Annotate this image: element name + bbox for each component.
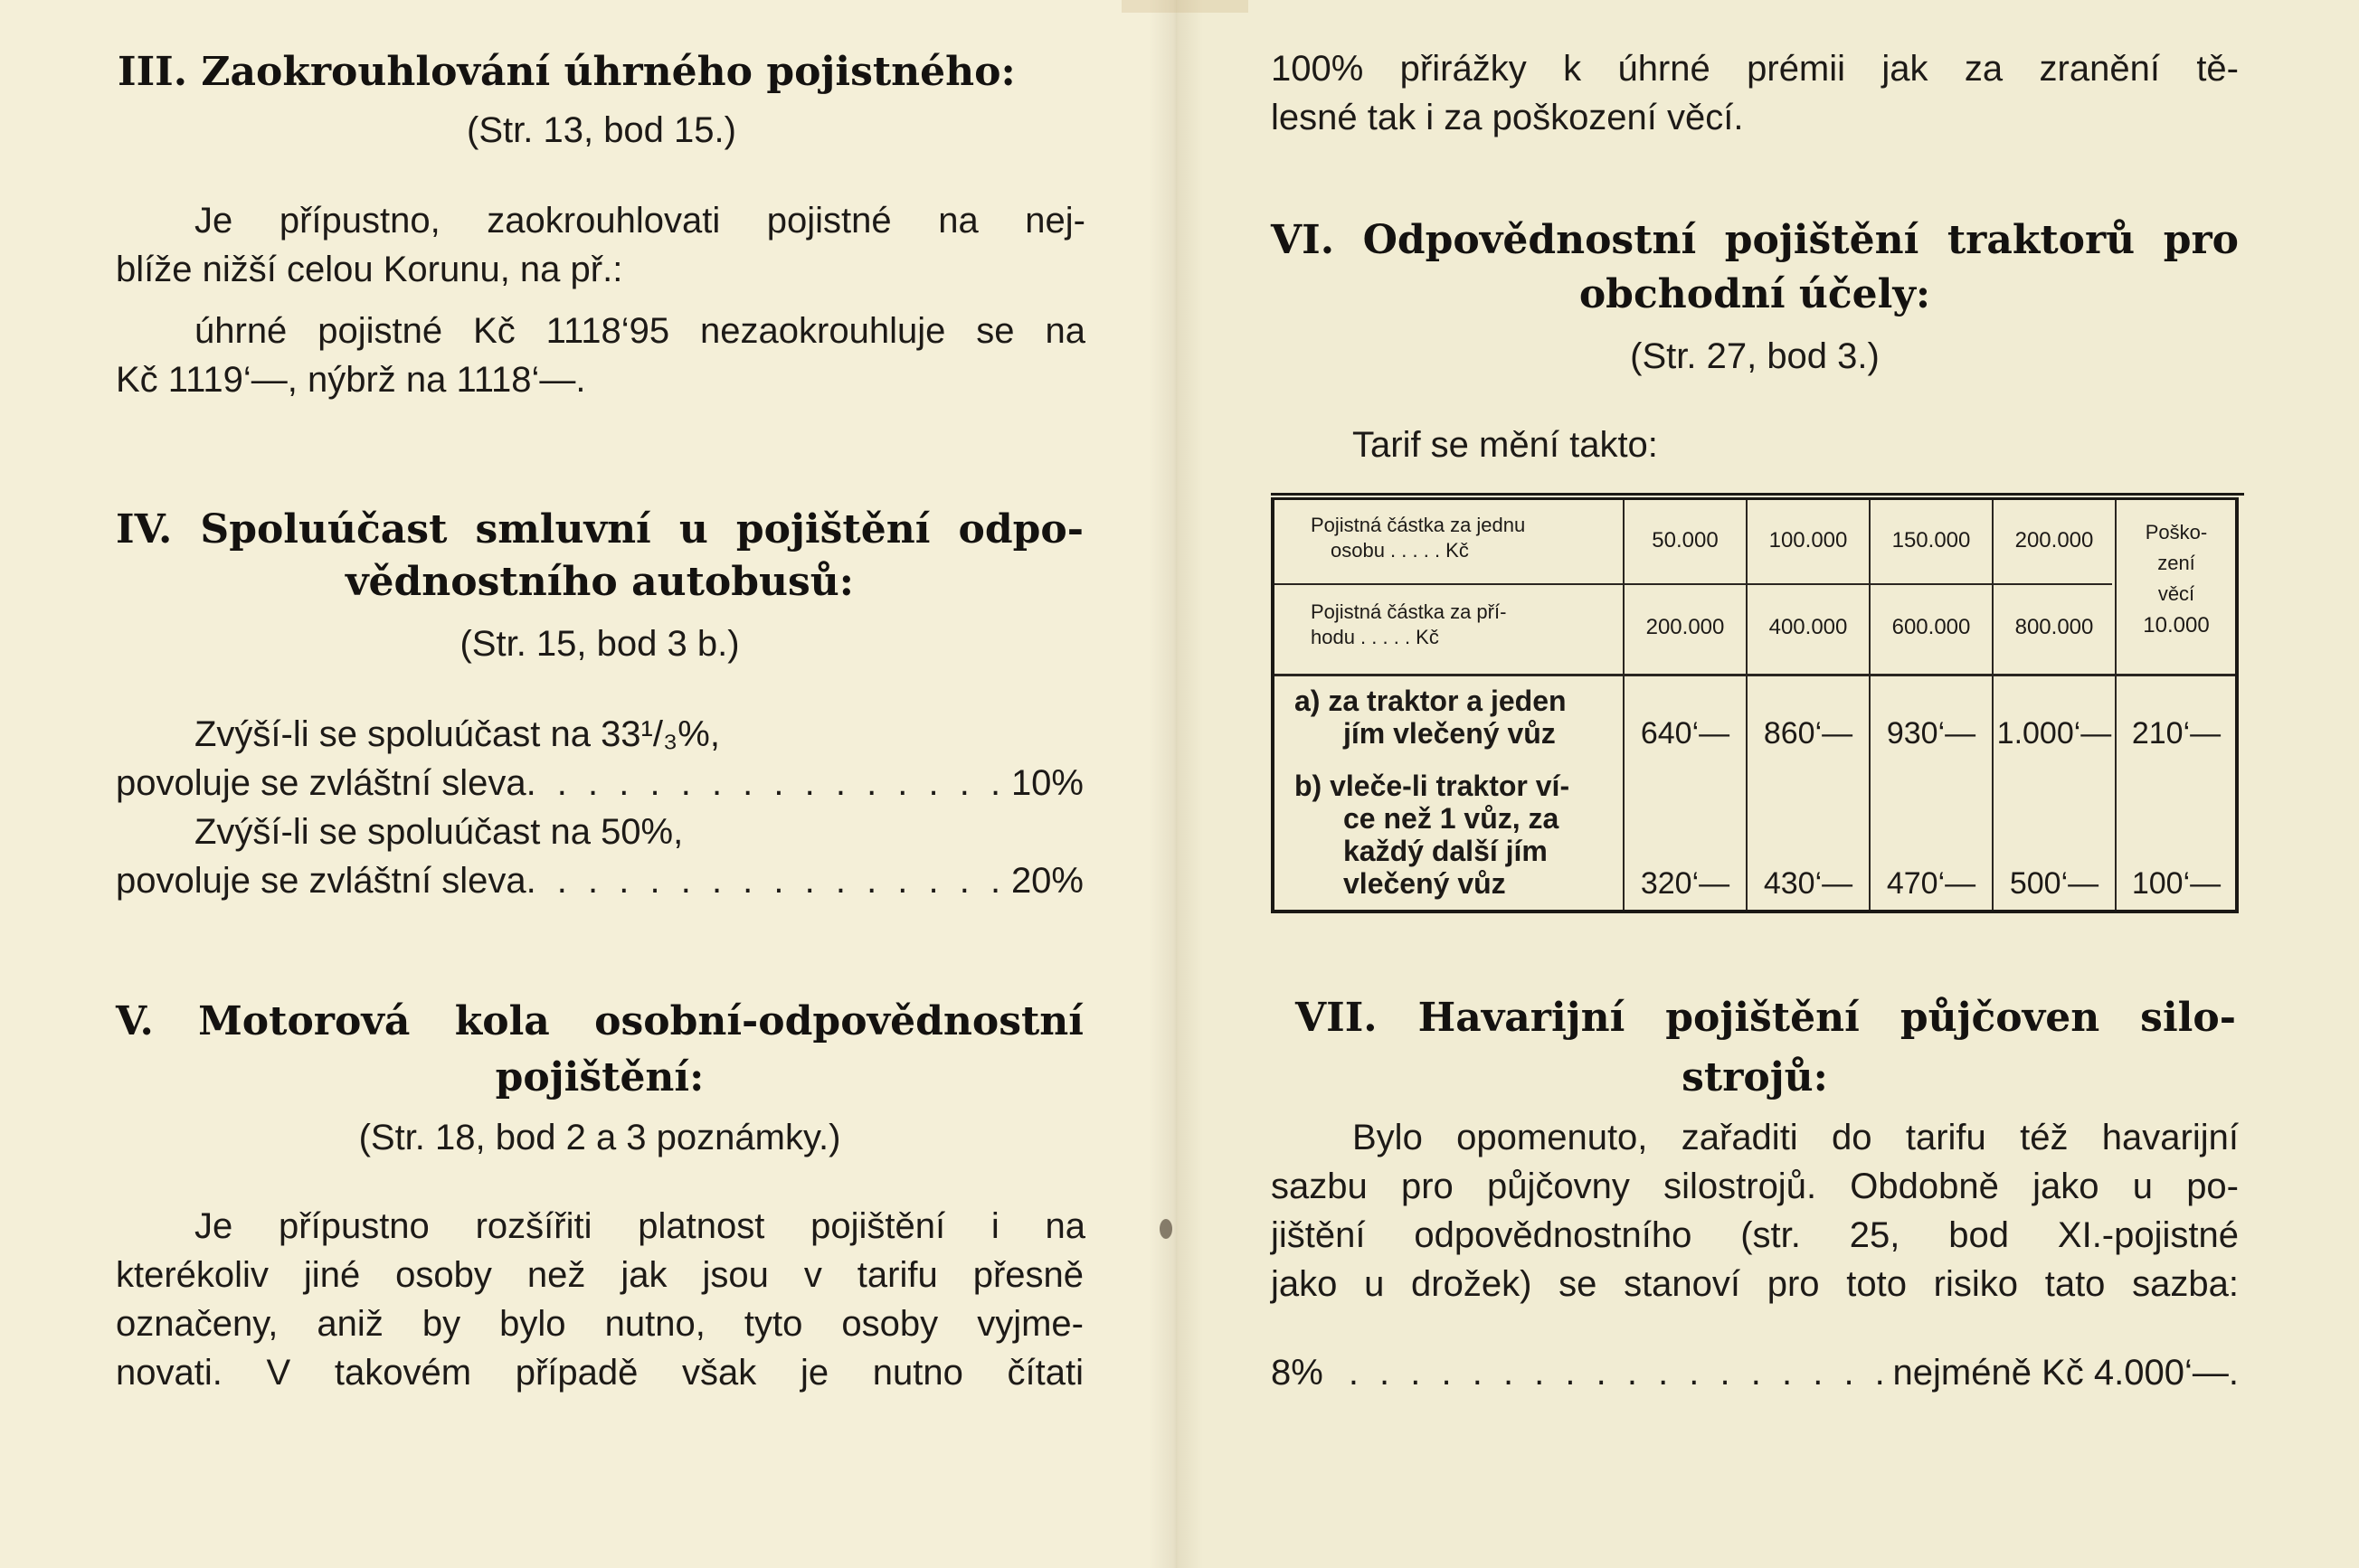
dot-leader <box>1323 1349 1893 1396</box>
table-header-divider <box>1274 583 2112 585</box>
section-4-ref: (Str. 15, bod 3 b.) <box>459 624 740 664</box>
row-b-value: 430‘— <box>1763 866 1853 901</box>
row-a-value: 860‘— <box>1763 716 1853 751</box>
section-4-option-b-line1: Zvýší-li se spoluúčast na 50%, <box>194 812 684 852</box>
row-a-value: 640‘— <box>1640 716 1730 751</box>
section-5-para-line4: novati. V takovém případě však je nutno čítati <box>116 1353 1084 1393</box>
section-4-option-a-label: povoluje se zvláštní sleva <box>116 763 526 803</box>
section-7-rate-minimum: nejméně Kč 4.000‘—. <box>1892 1353 2239 1393</box>
damage-header-line3: věcí <box>2157 582 2195 605</box>
section-7-heading-line1: VII. Havarijní pojištění půjčoven silo- <box>1295 995 2236 1041</box>
continuation-line1: 100% přirážky k úhrné prémii jak za zranění tě- <box>1271 49 2239 89</box>
per-person-150000: 150.000 <box>1891 528 1971 553</box>
table-top-rule <box>1271 493 2244 496</box>
table-body-divider <box>1274 674 2235 676</box>
section-3-para1-line1: Je přípustno, zaokrouhlovati pojistné na nej- <box>194 201 1085 241</box>
section-5-ref: (Str. 18, bod 2 a 3 poznámky.) <box>358 1118 841 1157</box>
row-a-value: 210‘— <box>2131 716 2222 751</box>
table-col-divider <box>1746 500 1748 910</box>
section-7-para-line2: sazbu pro půjčovny silostrojů. Obdobně jako u po- <box>1271 1167 2239 1206</box>
per-event-600000: 600.000 <box>1891 615 1971 639</box>
header-per-person-line1: Pojistná částka za jednu <box>1311 514 1526 536</box>
row-b-label-line2: ce než 1 vůz, za <box>1343 802 1559 835</box>
section-3-para2-line1: úhrné pojistné Kč 1118‘95 nezaokrouhluje se na <box>194 311 1085 351</box>
dot-leader <box>526 760 1011 807</box>
section-6-ref: (Str. 27, bod 3.) <box>1630 336 1880 376</box>
section-4-option-a-value: 10% <box>1010 763 1084 803</box>
section-4-option-b-label: povoluje se zvláštní sleva <box>116 861 526 901</box>
section-3-para1-line2: blíže nižší celou Korunu, na př.: <box>116 250 623 289</box>
section-6-heading-line2: obchodní účely: <box>1578 271 1931 317</box>
section-6-heading-line1: VI. Odpovědnostní pojištění traktorů pro <box>1271 217 2239 263</box>
section-4-heading-line1: IV. Spoluúčast smluvní u pojištění odpo- <box>116 506 1084 553</box>
section-7-para-line3: jištění odpovědnostního (str. 25, bod XI.-pojistné <box>1271 1215 2239 1255</box>
section-5-para-line1: Je přípustno rozšířiti platnost pojištění i na <box>194 1206 1085 1246</box>
per-event-400000: 400.000 <box>1768 615 1848 639</box>
row-a-label-line2: jím vlečený vůz <box>1343 717 1556 750</box>
table-col-divider <box>1992 500 1994 910</box>
section-7-heading-line2: strojů: <box>1682 1054 1828 1100</box>
paper-stain <box>1122 0 1248 13</box>
row-a-value: 930‘— <box>1886 716 1976 751</box>
section-4-heading-line2: vědnostního autobusů: <box>345 559 855 605</box>
section-3-heading: III. Zaokrouhlování úhrného pojistného: <box>118 49 1016 95</box>
section-6-intro: Tarif se mění takto: <box>1352 425 1658 465</box>
tariff-table <box>1271 497 2239 913</box>
section-4-option-a-line2 <box>116 760 1084 807</box>
section-5-para-line2: kterékoliv jiné osoby než jak jsou v tarifu přesně <box>116 1255 1084 1295</box>
section-3-ref: (Str. 13, bod 15.) <box>467 110 736 150</box>
damage-header-line1: Poško- <box>2145 521 2208 543</box>
section-3-para2-line2: Kč 1119‘—, nýbrž na 1118‘—. <box>116 360 586 400</box>
row-b-label-line3: každý další jím <box>1343 835 1548 867</box>
section-4-option-b-line2 <box>116 857 1084 904</box>
header-per-person-line2: osobu . . . . . Kč <box>1331 539 1469 562</box>
row-a-value: 1.000‘— <box>1996 716 2112 751</box>
row-b-label-line4: vlečený vůz <box>1343 867 1506 900</box>
damage-header-line2: zení <box>2157 552 2195 574</box>
continuation-line2: lesné tak i za poškození věcí. <box>1271 98 1744 137</box>
row-b-label-line1: b) vleče-li traktor ví- <box>1294 770 1570 802</box>
section-5-heading-line1: V. Motorová kola osobní-odpovědnostní <box>116 998 1084 1044</box>
book-gutter <box>1149 0 1203 1568</box>
per-person-100000: 100.000 <box>1768 528 1848 553</box>
per-event-200000: 200.000 <box>1645 615 1725 639</box>
table-col-divider <box>1623 500 1625 910</box>
row-b-value: 500‘— <box>2009 866 2099 901</box>
per-event-800000: 800.000 <box>2014 615 2094 639</box>
per-person-200000: 200.000 <box>2014 528 2094 553</box>
header-per-event-line2: hodu . . . . . Kč <box>1311 626 1439 648</box>
row-b-value: 320‘— <box>1640 866 1730 901</box>
row-a-label-line1: a) za traktor a jeden <box>1294 685 1567 717</box>
section-4-option-a-line1: Zvýší-li se spoluúčast na 33¹/₃%, <box>194 714 720 754</box>
row-b-value: 470‘— <box>1886 866 1976 901</box>
dot-leader <box>526 857 1011 904</box>
section-7-para-line1: Bylo opomenuto, zařaditi do tarifu též havarijní <box>1352 1118 2239 1157</box>
section-5-para-line3: označeny, aniž by bylo nutno, tyto osoby vyjme- <box>116 1304 1084 1344</box>
damage-header-value: 10.000 <box>2143 613 2210 638</box>
section-7-rate: 8% <box>1271 1353 1323 1393</box>
binding-mark <box>1160 1219 1172 1239</box>
header-per-event-line1: Pojistná částka za pří- <box>1311 600 1507 623</box>
section-4-option-b-value: 20% <box>1010 861 1084 901</box>
section-7-rate-line <box>1271 1349 2239 1396</box>
section-5-heading-line2: pojištění: <box>495 1054 705 1100</box>
per-person-50000: 50.000 <box>1652 528 1719 553</box>
row-b-value: 100‘— <box>2131 866 2222 901</box>
section-7-para-line4: jako u drožek) se stanoví pro toto risiko tato sazba: <box>1271 1264 2239 1304</box>
table-col-divider <box>1869 500 1871 910</box>
